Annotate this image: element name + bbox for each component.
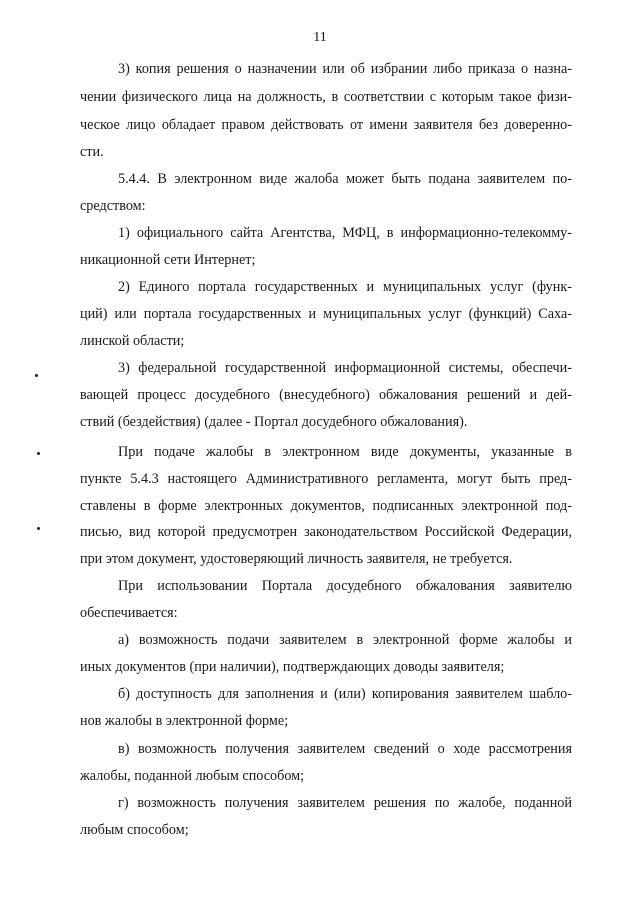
- text-line: 3) федеральной государственной информационной системы, обеспечи-: [118, 360, 572, 376]
- text-line: 2) Единого портала государственных и муниципальных услуг (функ-: [118, 279, 572, 295]
- text-line: б) доступность для заполнения и (или) копирования заявителем шабло-: [118, 686, 572, 702]
- text-line: обеспечивается:: [80, 605, 178, 621]
- text-line: 3) копия решения о назначении или об избрании либо приказа о назна-: [118, 61, 572, 77]
- text-line: никационной сети Интернет;: [80, 252, 256, 268]
- text-line: вающей процесс досудебного (внесудебного) обжалования решений и дей-: [80, 387, 572, 403]
- text-line: ческое лицо обладает правом действовать от имени заявителя без доверенно-: [80, 117, 572, 133]
- text-line: писью, вид которой предусмотрен законодательством Российской Федерации,: [80, 524, 572, 540]
- text-line: сти.: [80, 144, 104, 160]
- text-line: ставлены в форме электронных документов, подписанных электронной под-: [80, 498, 572, 514]
- text-line: а) возможность подачи заявителем в электронной форме жалобы и: [118, 632, 572, 648]
- text-line: пункте 5.4.3 настоящего Административного регламента, могут быть пред-: [80, 471, 572, 487]
- text-line: ций) или портала государственных и муниципальных услуг (функций) Саха-: [80, 306, 572, 322]
- text-line: в) возможность получения заявителем сведений о ходе рассмотрения: [118, 741, 572, 757]
- text-line: иных документов (при наличии), подтверждающих доводы заявителя;: [80, 659, 505, 675]
- text-line: жалобы, поданной любым способом;: [80, 768, 305, 784]
- text-line: При использовании Портала досудебного обжалования заявителю: [118, 578, 572, 594]
- text-line: чении физического лица на должность, в соответствии с которым такое физи-: [80, 89, 572, 105]
- text-line: нов жалобы в электронной форме;: [80, 713, 289, 729]
- text-line: 1) официального сайта Агентства, МФЦ, в информационно-телекомму-: [118, 225, 572, 241]
- text-line: при этом документ, удостоверяющий личность заявителя, не требуется.: [80, 551, 513, 567]
- text-line: ствий (бездействия) (далее - Портал досудебного обжалования).: [80, 414, 468, 430]
- text-line: При подаче жалобы в электронном виде документы, указанные в: [118, 444, 572, 460]
- page-number: 11: [313, 30, 327, 45]
- scan-dot: [37, 452, 40, 455]
- scan-dot: [37, 527, 40, 530]
- text-line: линской области;: [80, 333, 185, 349]
- text-line: г) возможность получения заявителем решения по жалобе, поданной: [118, 795, 572, 811]
- text-line: любым способом;: [80, 822, 189, 838]
- text-line: 5.4.4. В электронном виде жалоба может быть подана заявителем по-: [118, 171, 572, 187]
- scan-dot: [35, 374, 38, 377]
- text-line: средством:: [80, 198, 146, 214]
